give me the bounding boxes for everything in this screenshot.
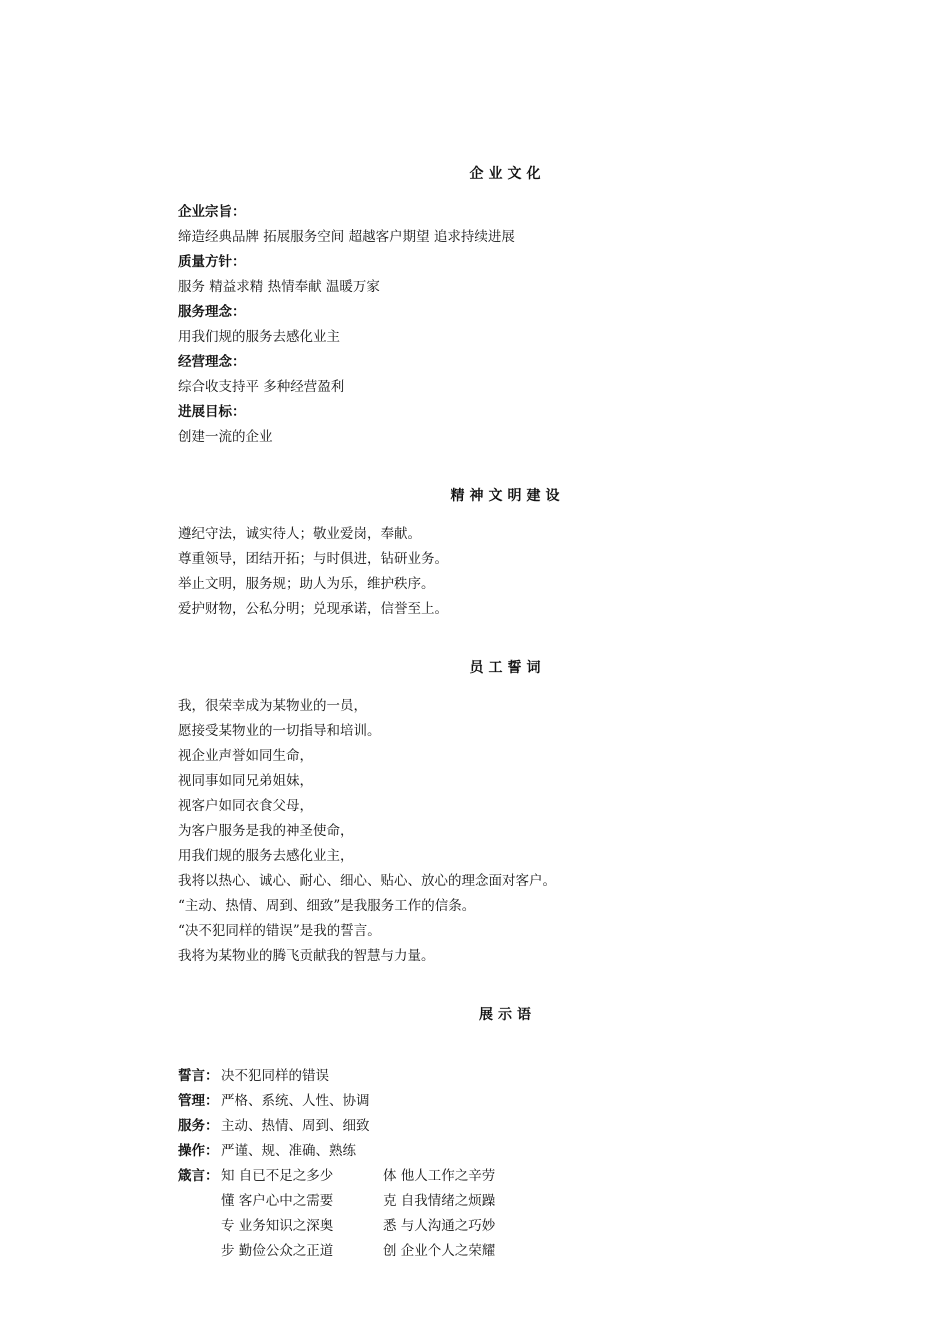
culture-label: 进展目标： [178, 404, 246, 420]
display-section [178, 1064, 838, 1264]
oath-title: 员工誓词 [469, 660, 546, 676]
culture-text: 创建一流的企业 [178, 429, 273, 445]
spirit-line: 尊重领导，团结开拓；与时俱进，钻研业务。 [178, 551, 448, 567]
display-label: 誓言： [178, 1068, 219, 1084]
culture-text: 综合收支持平 多种经营盈利 [178, 379, 345, 395]
oath-line: 为客户服务是我的神圣使命， [178, 823, 354, 839]
culture-title: 企业文化 [469, 166, 546, 182]
spirit-title: 精神文明建设 [450, 488, 565, 504]
display-text: 严谨、规、准确、熟练 [221, 1143, 356, 1159]
culture-section [178, 200, 838, 450]
display-label: 服务： [178, 1118, 219, 1134]
display-label: 操作： [178, 1143, 219, 1159]
display-row [178, 1089, 838, 1114]
culture-label: 企业宗旨： [178, 204, 246, 220]
motto-row [178, 1189, 838, 1214]
oath-line: 用我们规的服务去感化业主， [178, 848, 354, 864]
oath-line: 视企业声誉如同生命， [178, 748, 313, 764]
oath-section [178, 694, 838, 969]
motto-right: 创 企业个人之荣耀 [383, 1243, 496, 1259]
oath-line: 愿接受某物业的一切指导和培训。 [178, 723, 381, 739]
culture-text: 缔造经典品牌 拓展服务空间 超越客户期望 追求持续进展 [178, 229, 515, 245]
spirit-line: 举止文明，服务规；助人为乐，维护秩序。 [178, 576, 435, 592]
display-text: 严格、系统、人性、协调 [221, 1093, 370, 1109]
motto-left: 专 业务知识之深奥 [221, 1218, 334, 1234]
oath-line: 我，很荣幸成为某物业的一员， [178, 698, 367, 714]
culture-text: 服务 精益求精 热情奉献 温暖万家 [178, 279, 380, 295]
spirit-section [178, 522, 838, 622]
motto-right: 悉 与人沟通之巧妙 [383, 1218, 496, 1234]
oath-line: 我将以热心、诚心、耐心、细心、贴心、放心的理念面对客户。 [178, 873, 556, 889]
oath-line: 视客户如同衣食父母， [178, 798, 313, 814]
display-row [178, 1064, 838, 1089]
motto-left: 懂 客户心中之需要 [221, 1193, 334, 1209]
motto-row [178, 1214, 838, 1239]
motto-left: 知 自已不足之多少 [221, 1168, 334, 1184]
motto-right: 体 他人工作之辛劳 [383, 1168, 496, 1184]
oath-line: “决不犯同样的错误”是我的誓言。 [178, 923, 381, 939]
display-label: 管理： [178, 1093, 219, 1109]
culture-label: 服务理念： [178, 304, 246, 320]
motto-row [178, 1239, 838, 1264]
oath-line: “主动、热情、周到、细致”是我服务工作的信条。 [178, 898, 476, 914]
motto-left: 步 勤俭公众之正道 [221, 1243, 334, 1259]
culture-label: 经营理念： [178, 354, 246, 370]
display-text: 主动、热情、周到、细致 [221, 1118, 370, 1134]
display-row [178, 1139, 838, 1164]
display-title: 展示语 [479, 1007, 536, 1023]
culture-label: 质量方针： [178, 254, 246, 270]
oath-line: 我将为某物业的腾飞贡献我的智慧与力量。 [178, 948, 435, 964]
document-page [178, 160, 838, 1264]
oath-line: 视同事如同兄弟姐妹， [178, 773, 313, 789]
motto-label: 箴言： [178, 1168, 219, 1184]
spirit-line: 遵纪守法，诚实待人；敬业爱岗，奉献。 [178, 526, 421, 542]
motto-row [178, 1164, 838, 1189]
display-text: 决不犯同样的错误 [221, 1068, 329, 1084]
culture-text: 用我们规的服务去感化业主 [178, 329, 340, 345]
motto-right: 克 自我情绪之烦躁 [383, 1193, 496, 1209]
spirit-line: 爱护财物，公私分明；兑现承诺，信誉至上。 [178, 601, 448, 617]
display-row [178, 1114, 838, 1139]
